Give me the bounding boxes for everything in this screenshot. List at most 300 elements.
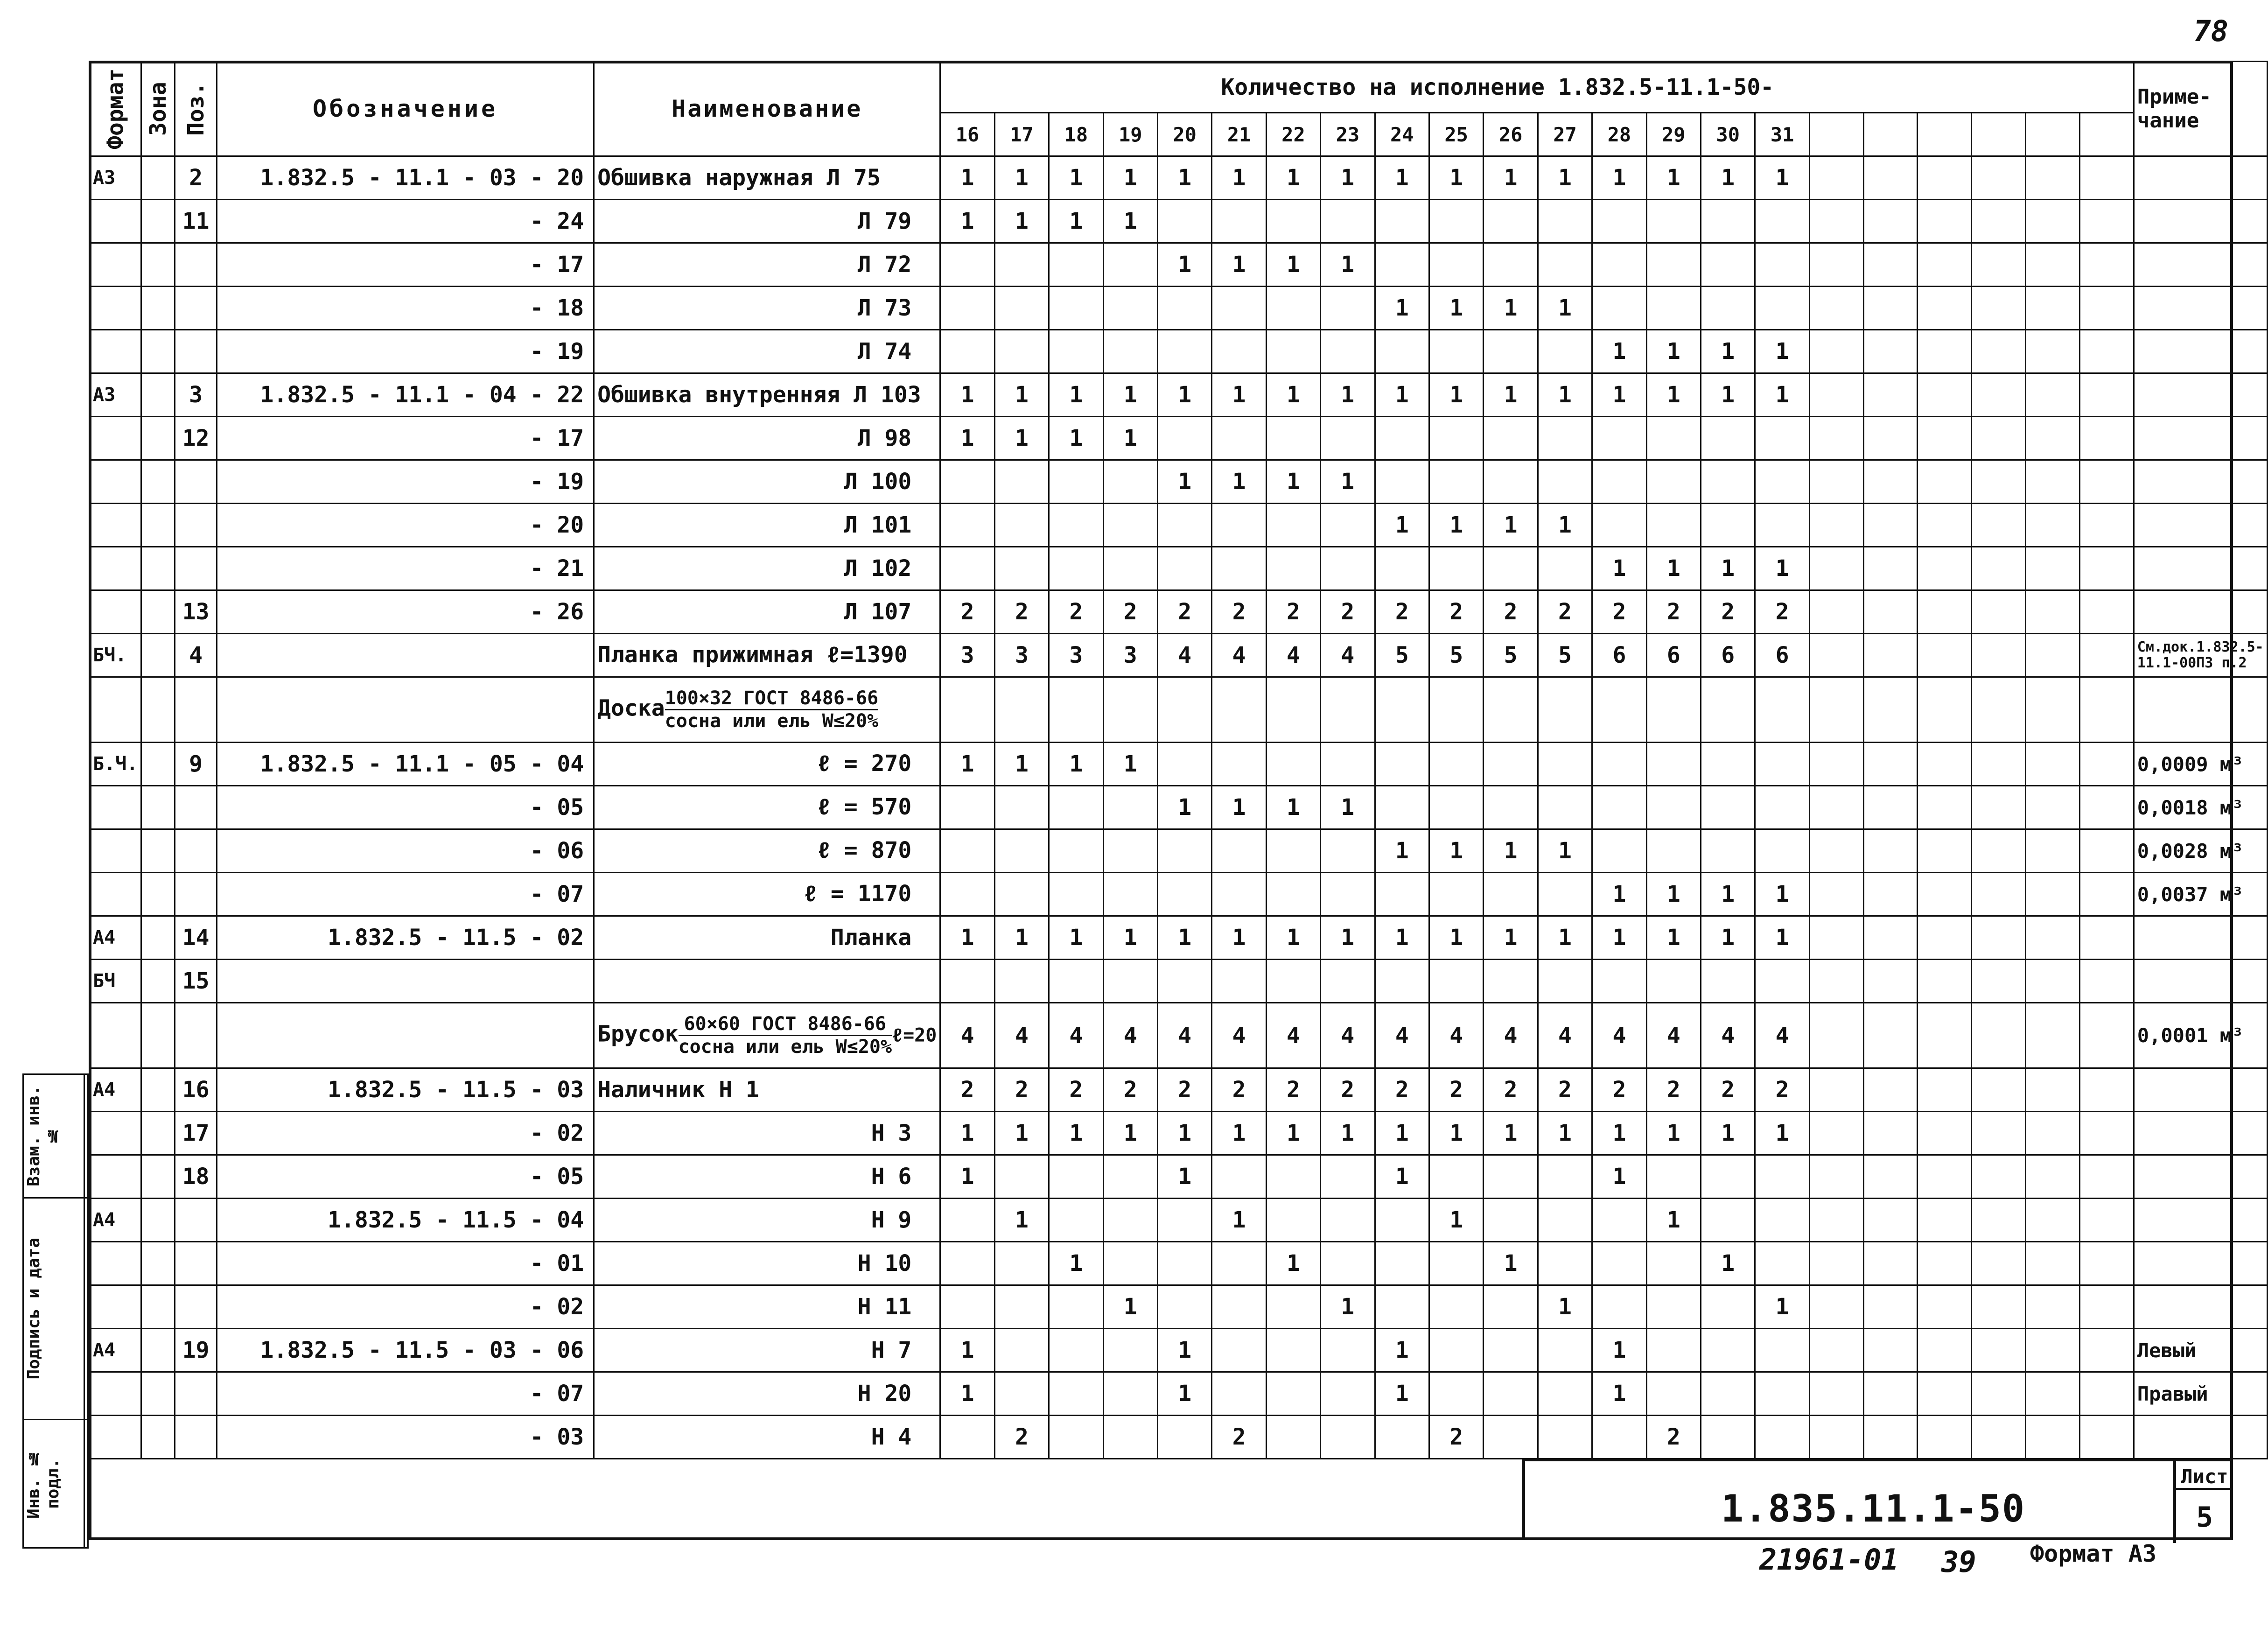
designation-cell: - 17: [217, 243, 594, 287]
note-cell: 0,0018 м³: [2134, 786, 2267, 829]
qty-cell: [1538, 873, 1592, 916]
name-cell: ℓ = 270: [594, 743, 940, 786]
qty-cell: [1103, 829, 1157, 873]
empty-column-header: [1918, 113, 1972, 156]
designation-cell: 1.832.5 - 11.5 - 03: [217, 1068, 594, 1112]
empty-qty-cell: [2079, 287, 2134, 330]
qty-cell: [1103, 460, 1157, 504]
name-cell: ℓ = 1170: [594, 873, 940, 916]
empty-qty-cell: [1972, 373, 2026, 417]
qty-cell: [994, 960, 1049, 1003]
qty-cell: 2: [1049, 1068, 1103, 1112]
qty-cell: [1646, 1372, 1701, 1416]
qty-cell: [1755, 1329, 1809, 1372]
qty-cell: [1429, 1242, 1483, 1285]
qty-cell: 1: [1538, 1112, 1592, 1155]
qty-cell: 1: [1103, 743, 1157, 786]
format-cell: [90, 330, 141, 373]
qty-cell: 6: [1701, 634, 1755, 677]
qty-cell: 1: [1375, 373, 1429, 417]
qty-cell: [1429, 873, 1483, 916]
zone-cell: [141, 1112, 175, 1155]
qty-cell: 4: [1157, 1003, 1211, 1068]
qty-cell: [1157, 743, 1211, 786]
qty-cell: [1429, 460, 1483, 504]
qty-cell: 6: [1755, 634, 1809, 677]
format-cell: [90, 1112, 141, 1155]
table-row: [90, 373, 2268, 417]
qty-cell: [1375, 1242, 1429, 1285]
qty-cell: [1266, 743, 1320, 786]
qty-cell: [1592, 200, 1646, 243]
empty-qty-cell: [1809, 156, 1863, 200]
empty-qty-cell: [2079, 1112, 2134, 1155]
qty-cell: [1755, 1372, 1809, 1416]
qty-cell: [1103, 330, 1157, 373]
qty-cell: 1: [1212, 373, 1266, 417]
qty-cell: 2: [1755, 590, 1809, 634]
qty-cell: [1646, 287, 1701, 330]
designation-cell: [217, 677, 594, 743]
qty-cell: [1755, 1416, 1809, 1459]
empty-qty-cell: [2026, 417, 2080, 460]
empty-qty-cell: [1972, 1329, 2026, 1372]
qty-cell: 2: [1646, 590, 1701, 634]
qty-cell: 1: [1049, 200, 1103, 243]
qty-cell: [1157, 287, 1211, 330]
note-cell: [2134, 916, 2267, 960]
pos-cell: [175, 873, 217, 916]
empty-qty-cell: [1972, 829, 2026, 873]
designation-cell: - 02: [217, 1112, 594, 1155]
qty-cell: [1646, 786, 1701, 829]
qty-cell: [1538, 1199, 1592, 1242]
empty-qty-cell: [1918, 330, 1972, 373]
qty-cell: [940, 460, 994, 504]
note-cell: [2134, 460, 2267, 504]
empty-qty-cell: [1863, 156, 1918, 200]
qty-cell: 1: [1484, 156, 1538, 200]
zone-cell: [141, 156, 175, 200]
qty-cell: [1484, 873, 1538, 916]
qty-cell: 5: [1484, 634, 1538, 677]
note-cell: [2134, 200, 2267, 243]
qty-cell: [1755, 1242, 1809, 1285]
qty-cell: [1049, 960, 1103, 1003]
qty-cell: 1: [1212, 460, 1266, 504]
qty-cell: 1: [1266, 786, 1320, 829]
qty-cell: [1538, 1329, 1592, 1372]
empty-qty-cell: [2079, 916, 2134, 960]
qty-cell: [1592, 243, 1646, 287]
empty-qty-cell: [2026, 916, 2080, 960]
qty-cell: 1: [1429, 156, 1483, 200]
empty-qty-cell: [1972, 547, 2026, 590]
empty-qty-cell: [1972, 873, 2026, 916]
zone-cell: [141, 417, 175, 460]
name-cell: Л 102: [594, 547, 940, 590]
qty-cell: [1266, 200, 1320, 243]
pos-cell: [175, 786, 217, 829]
empty-qty-cell: [1863, 634, 1918, 677]
format-cell: [90, 786, 141, 829]
qty-cell: [1538, 1372, 1592, 1416]
empty-qty-cell: [1918, 634, 1972, 677]
qty-cell: [1592, 743, 1646, 786]
qty-cell: [1375, 547, 1429, 590]
empty-qty-cell: [1972, 460, 2026, 504]
qty-cell: 1: [1321, 373, 1375, 417]
qty-cell: 1: [994, 417, 1049, 460]
empty-qty-cell: [2079, 677, 2134, 743]
qty-cell: [1321, 1155, 1375, 1199]
qty-cell: [1375, 1199, 1429, 1242]
qty-cell: [1375, 677, 1429, 743]
empty-qty-cell: [1863, 243, 1918, 287]
designation-cell: 1.832.5 - 11.5 - 03 - 06: [217, 1329, 594, 1372]
qty-cell: 2: [994, 1068, 1049, 1112]
empty-qty-cell: [1972, 1155, 2026, 1199]
sheet-label: Лист: [2176, 1465, 2233, 1490]
qty-cell: [1103, 786, 1157, 829]
qty-cell: [1701, 504, 1755, 547]
qty-cell: [994, 786, 1049, 829]
empty-qty-cell: [1809, 200, 1863, 243]
qty-cell: [994, 873, 1049, 916]
empty-qty-cell: [2026, 829, 2080, 873]
empty-qty-cell: [2079, 1003, 2134, 1068]
qty-cell: 5: [1538, 634, 1592, 677]
empty-qty-cell: [1918, 1112, 1972, 1155]
table-row: [90, 1242, 2268, 1285]
qty-cell: 2: [1646, 1416, 1701, 1459]
empty-qty-cell: [1972, 504, 2026, 547]
empty-qty-cell: [1809, 1242, 1863, 1285]
column-header: 23: [1321, 113, 1375, 156]
empty-qty-cell: [2079, 243, 2134, 287]
qty-cell: [1157, 1416, 1211, 1459]
qty-cell: 1: [1266, 1242, 1320, 1285]
qty-cell: [1755, 243, 1809, 287]
empty-qty-cell: [1918, 460, 1972, 504]
qty-cell: [1321, 873, 1375, 916]
qty-cell: [1321, 677, 1375, 743]
qty-cell: [1321, 504, 1375, 547]
side-original-inv: Инв. № подл.: [24, 1449, 63, 1519]
empty-qty-cell: [2079, 1285, 2134, 1329]
qty-cell: 1: [1646, 1112, 1701, 1155]
column-header: 17: [994, 113, 1049, 156]
qty-cell: 1: [1646, 547, 1701, 590]
qty-cell: [1701, 743, 1755, 786]
qty-cell: [1049, 1372, 1103, 1416]
pos-cell: 4: [175, 634, 217, 677]
note-cell: [2134, 590, 2267, 634]
qty-cell: 2: [1266, 590, 1320, 634]
qty-cell: 1: [1103, 1285, 1157, 1329]
pos-cell: [175, 287, 217, 330]
empty-qty-cell: [2026, 460, 2080, 504]
empty-qty-cell: [1972, 1068, 2026, 1112]
qty-cell: [1375, 960, 1429, 1003]
qty-cell: 6: [1592, 634, 1646, 677]
zone-cell: [141, 504, 175, 547]
qty-cell: 1: [1429, 373, 1483, 417]
empty-qty-cell: [1809, 1199, 1863, 1242]
empty-qty-cell: [2026, 634, 2080, 677]
qty-cell: 6: [1646, 634, 1701, 677]
column-header: 30: [1701, 113, 1755, 156]
qty-cell: [1375, 460, 1429, 504]
qty-cell: 1: [1646, 373, 1701, 417]
qty-cell: 1: [1049, 1112, 1103, 1155]
qty-cell: 1: [1375, 156, 1429, 200]
qty-cell: 2: [1429, 1068, 1483, 1112]
empty-qty-cell: [1863, 829, 1918, 873]
qty-cell: 1: [994, 1199, 1049, 1242]
qty-cell: [1646, 677, 1701, 743]
empty-qty-cell: [2079, 1329, 2134, 1372]
sheet-number: 5: [2196, 1501, 2213, 1534]
qty-cell: [1646, 417, 1701, 460]
qty-cell: [1429, 960, 1483, 1003]
qty-cell: [1538, 786, 1592, 829]
qty-cell: 2: [1049, 590, 1103, 634]
format-cell: [90, 1416, 141, 1459]
qty-cell: 1: [1212, 786, 1266, 829]
qty-cell: [1592, 417, 1646, 460]
qty-cell: [1701, 1199, 1755, 1242]
qty-cell: [1266, 417, 1320, 460]
empty-qty-cell: [2026, 1285, 2080, 1329]
empty-qty-cell: [1918, 1329, 1972, 1372]
qty-cell: [1212, 504, 1266, 547]
qty-cell: 1: [940, 1372, 994, 1416]
qty-cell: 1: [1484, 287, 1538, 330]
qty-cell: [1755, 504, 1809, 547]
qty-cell: [1103, 547, 1157, 590]
empty-qty-cell: [1918, 373, 1972, 417]
designation-cell: - 17: [217, 417, 594, 460]
qty-cell: 1: [1538, 287, 1592, 330]
designation-cell: - 05: [217, 786, 594, 829]
qty-cell: 1: [1484, 829, 1538, 873]
format-cell: [90, 1003, 141, 1068]
name-cell: ℓ = 570: [594, 786, 940, 829]
qty-cell: 5: [1375, 634, 1429, 677]
empty-qty-cell: [2079, 960, 2134, 1003]
table-row: [90, 460, 2268, 504]
empty-qty-cell: [1918, 243, 1972, 287]
zone-cell: [141, 1199, 175, 1242]
qty-cell: 1: [1429, 1199, 1483, 1242]
qty-cell: 1: [1103, 156, 1157, 200]
empty-qty-cell: [2026, 330, 2080, 373]
qty-cell: 1: [1646, 330, 1701, 373]
empty-qty-cell: [2026, 786, 2080, 829]
empty-qty-cell: [1863, 1329, 1918, 1372]
table-row: [90, 1155, 2268, 1199]
note-cell: 0,0009 м³: [2134, 743, 2267, 786]
qty-cell: 1: [1484, 373, 1538, 417]
qty-cell: [1592, 786, 1646, 829]
empty-qty-cell: [2079, 200, 2134, 243]
qty-cell: 1: [1321, 916, 1375, 960]
zone-cell: [141, 786, 175, 829]
qty-cell: [1103, 504, 1157, 547]
empty-qty-cell: [1972, 243, 2026, 287]
qty-cell: [1484, 1329, 1538, 1372]
designation-cell: - 07: [217, 873, 594, 916]
empty-column-header: [2026, 113, 2080, 156]
qty-cell: 1: [940, 1112, 994, 1155]
material-fraction: [665, 687, 879, 732]
empty-qty-cell: [2079, 873, 2134, 916]
qty-cell: [994, 330, 1049, 373]
qty-cell: 1: [1701, 156, 1755, 200]
empty-qty-cell: [1809, 1372, 1863, 1416]
qty-cell: 1: [1157, 1112, 1211, 1155]
table-row: [90, 1329, 2268, 1372]
qty-cell: [994, 1155, 1049, 1199]
qty-cell: [1755, 460, 1809, 504]
empty-qty-cell: [1863, 960, 1918, 1003]
name-cell: Л 98: [594, 417, 940, 460]
qty-cell: 1: [1049, 916, 1103, 960]
table-row: [90, 960, 2268, 1003]
name-prefix: Доска: [597, 695, 665, 722]
qty-cell: 1: [1646, 156, 1701, 200]
material-fraction: [679, 1013, 892, 1058]
qty-cell: [1755, 960, 1809, 1003]
qty-cell: [1484, 786, 1538, 829]
name-cell: Л 74: [594, 330, 940, 373]
qty-cell: [1755, 1199, 1809, 1242]
qty-cell: [1701, 1329, 1755, 1372]
note-cell: [2134, 156, 2267, 200]
name-cell: [594, 1003, 940, 1068]
empty-qty-cell: [1918, 1416, 1972, 1459]
qty-cell: 1: [1212, 1112, 1266, 1155]
empty-qty-cell: [1972, 590, 2026, 634]
material-spec: 60×60 ГОСТ 8486-66: [679, 1013, 892, 1036]
qty-cell: [1755, 743, 1809, 786]
qty-cell: 1: [1429, 287, 1483, 330]
qty-cell: [1592, 1285, 1646, 1329]
note-cell: [2134, 1112, 2267, 1155]
table-row: [90, 1199, 2268, 1242]
column-header: 21: [1212, 113, 1266, 156]
empty-qty-cell: [1863, 873, 1918, 916]
qty-cell: [1538, 243, 1592, 287]
qty-cell: [1212, 287, 1266, 330]
qty-cell: [1484, 330, 1538, 373]
qty-cell: [940, 1285, 994, 1329]
empty-qty-cell: [1918, 786, 1972, 829]
qty-cell: [1538, 330, 1592, 373]
qty-cell: [1321, 829, 1375, 873]
name-cell: Л 73: [594, 287, 940, 330]
empty-qty-cell: [2026, 1155, 2080, 1199]
qty-cell: 2: [1592, 1068, 1646, 1112]
empty-qty-cell: [1918, 677, 1972, 743]
qty-cell: [940, 829, 994, 873]
qty-cell: [1266, 1199, 1320, 1242]
empty-qty-cell: [1863, 373, 1918, 417]
qty-cell: [1646, 1329, 1701, 1372]
note-cell: 0,0028 м³: [2134, 829, 2267, 873]
name-cell: Н 4: [594, 1416, 940, 1459]
qty-cell: [1266, 1285, 1320, 1329]
name-prefix: Брусок: [597, 1021, 679, 1047]
qty-cell: 4: [1755, 1003, 1809, 1068]
qty-cell: [1049, 1199, 1103, 1242]
pos-cell: 15: [175, 960, 217, 1003]
qty-cell: [1646, 743, 1701, 786]
qty-cell: [1538, 677, 1592, 743]
table-row: [90, 1285, 2268, 1329]
qty-cell: [1701, 287, 1755, 330]
empty-qty-cell: [2026, 1003, 2080, 1068]
qty-cell: 1: [1375, 287, 1429, 330]
zone-cell: [141, 287, 175, 330]
qty-cell: [1103, 677, 1157, 743]
designation-cell: - 01: [217, 1242, 594, 1285]
qty-cell: [1212, 743, 1266, 786]
qty-cell: [1646, 243, 1701, 287]
empty-qty-cell: [1809, 243, 1863, 287]
qty-cell: [1212, 677, 1266, 743]
qty-cell: [1755, 200, 1809, 243]
empty-qty-cell: [2026, 1199, 2080, 1242]
qty-cell: [1212, 873, 1266, 916]
qty-cell: [1266, 287, 1320, 330]
qty-cell: [1484, 417, 1538, 460]
column-header: 25: [1429, 113, 1483, 156]
note-cell: 0,0037 м³: [2134, 873, 2267, 916]
qty-cell: [1212, 1372, 1266, 1416]
empty-qty-cell: [1918, 287, 1972, 330]
empty-qty-cell: [1863, 590, 1918, 634]
pos-cell: [175, 547, 217, 590]
empty-qty-cell: [1918, 1155, 1972, 1199]
name-cell: Н 11: [594, 1285, 940, 1329]
empty-column-header: [2079, 113, 2134, 156]
qty-cell: [1049, 1416, 1103, 1459]
table-row: [90, 330, 2268, 373]
empty-qty-cell: [2026, 243, 2080, 287]
table-row: [90, 786, 2268, 829]
zone-cell: [141, 243, 175, 287]
note-cell: [2134, 960, 2267, 1003]
qty-cell: [1755, 1155, 1809, 1199]
material-spec: 100×32 ГОСТ 8486-66: [665, 687, 879, 710]
qty-cell: 1: [1429, 829, 1483, 873]
qty-cell: [1212, 829, 1266, 873]
qty-cell: [1157, 330, 1211, 373]
pos-cell: [175, 829, 217, 873]
empty-qty-cell: [2026, 504, 2080, 547]
qty-cell: [1538, 547, 1592, 590]
empty-qty-cell: [1972, 634, 2026, 677]
qty-cell: 1: [940, 373, 994, 417]
empty-qty-cell: [2079, 1242, 2134, 1285]
qty-cell: 2: [1157, 1068, 1211, 1112]
designation-cell: - 06: [217, 829, 594, 873]
name-cell: Обшивка наружная Л 75: [594, 156, 940, 200]
empty-qty-cell: [1863, 786, 1918, 829]
qty-cell: 4: [994, 1003, 1049, 1068]
